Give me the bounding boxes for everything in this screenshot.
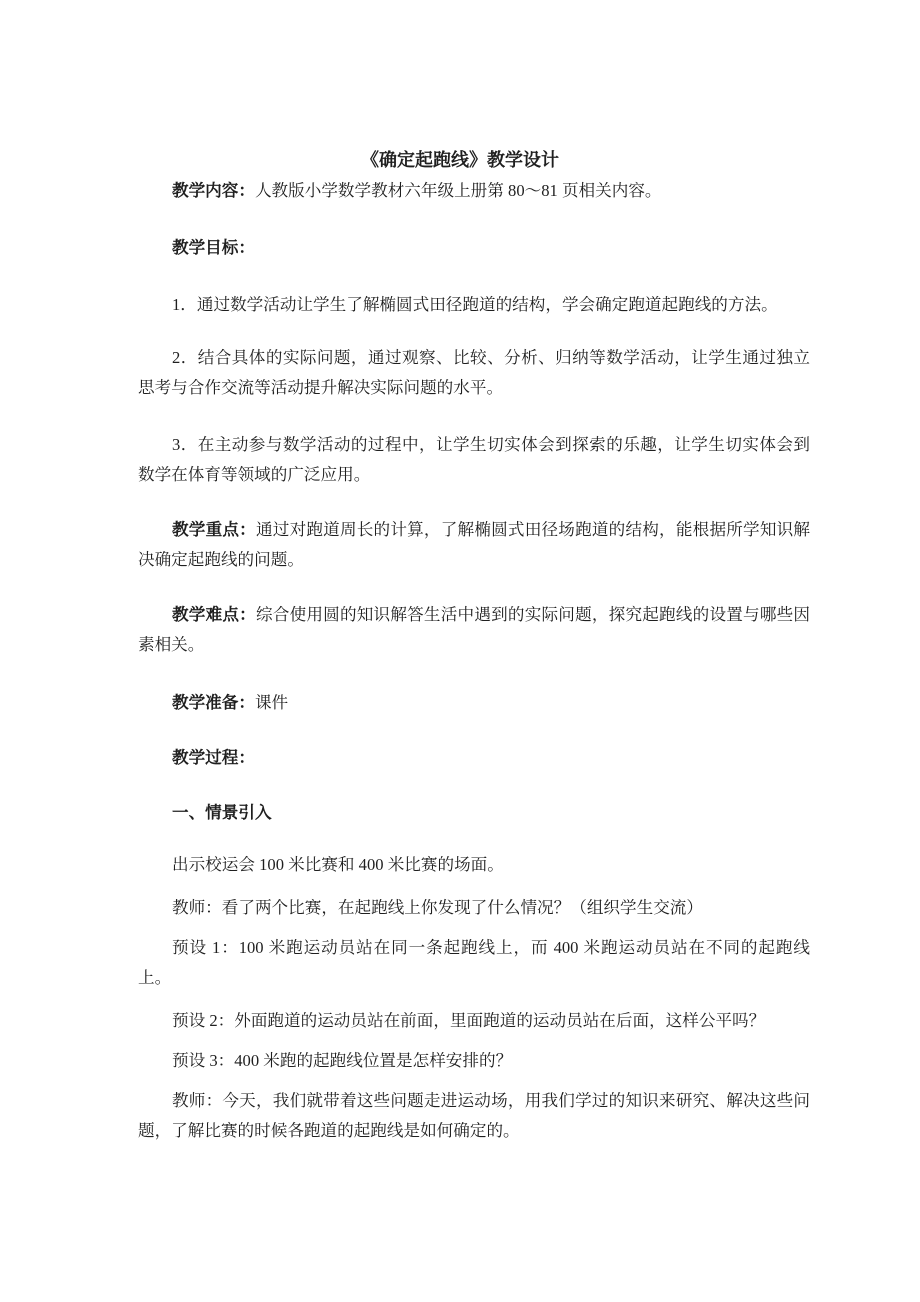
teaching-focus-text: 通过对跑道周长的计算，了解椭圆式田径场跑道的结构，能根据所学知识解决确定起跑线的问题。	[138, 520, 811, 569]
teacher-summary-text: 教师：今天，我们就带着这些问题走进运动场，用我们学过的知识来研究、解决这些问题，了解比赛的时候各跑道的起跑线是如何确定的。	[138, 1091, 810, 1140]
teaching-content-paragraph	[138, 176, 810, 206]
prediction-3-paragraph	[138, 1046, 810, 1076]
teaching-difficulty-paragraph	[138, 600, 810, 660]
prediction-2-text: 预设 2：外面跑道的运动员站在前面，里面跑道的运动员站在后面，这样公平吗？	[172, 1011, 766, 1030]
scene-intro-paragraph	[138, 850, 810, 880]
teaching-content-label: 教学内容：	[172, 181, 255, 200]
teaching-preparation-text: 课件	[254, 693, 289, 712]
goal-item-2	[138, 343, 810, 403]
goal-item-1	[138, 290, 810, 320]
teaching-content-text: 人教版小学数学教材六年级上册第 80～81 页相关内容。	[254, 181, 662, 200]
section-1-heading	[138, 798, 810, 828]
goal-item-3	[138, 430, 810, 490]
teacher-question-text: 教师：看了两个比赛，在起跑线上你发现了什么情况？（组织学生交流）	[172, 898, 703, 917]
teaching-process-heading	[138, 743, 810, 773]
teaching-preparation-paragraph	[138, 688, 810, 718]
goal-item-3-text: 3．在主动参与数学活动的过程中，让学生切实体会到探索的乐趣，让学生切实体会到数学在体育等领域的广泛应用。	[138, 435, 810, 484]
scene-intro-text: 出示校运会 100 米比赛和 400 米比赛的场面。	[172, 855, 504, 874]
teaching-focus-label: 教学重点：	[172, 520, 256, 539]
teaching-goals-heading	[138, 233, 810, 263]
teacher-summary-paragraph	[138, 1086, 810, 1146]
prediction-2-paragraph	[138, 1006, 810, 1036]
teaching-focus-paragraph	[138, 515, 810, 575]
teaching-difficulty-label: 教学难点：	[172, 605, 256, 624]
prediction-1-text: 预设 1：100 米跑运动员站在同一条起跑线上，而 400 米跑运动员站在不同的起跑线上。	[138, 938, 810, 987]
page-title: 《确定起跑线》教学设计	[361, 150, 559, 171]
teaching-process-label: 教学过程：	[172, 748, 255, 767]
goal-item-1-text: 1．通过数学活动让学生了解椭圆式田径跑道的结构，学会确定跑道起跑线的方法。	[172, 295, 778, 314]
section-1-heading-label: 一、情景引入	[172, 803, 272, 822]
teaching-preparation-label: 教学准备：	[172, 693, 255, 712]
prediction-3-text: 预设 3：400 米跑的起跑线位置是怎样安排的？	[172, 1051, 513, 1070]
prediction-1-paragraph	[138, 933, 810, 993]
teaching-goals-label: 教学目标：	[172, 238, 255, 257]
teaching-difficulty-text: 综合使用圆的知识解答生活中遇到的实际问题，探究起跑线的设置与哪些因素相关。	[138, 605, 811, 654]
goal-item-2-text: 2．结合具体的实际问题，通过观察、比较、分析、归纳等数学活动，让学生通过独立思考与合作交流等活动提升解决实际问题的水平。	[138, 348, 810, 397]
teacher-question-paragraph	[138, 893, 810, 923]
